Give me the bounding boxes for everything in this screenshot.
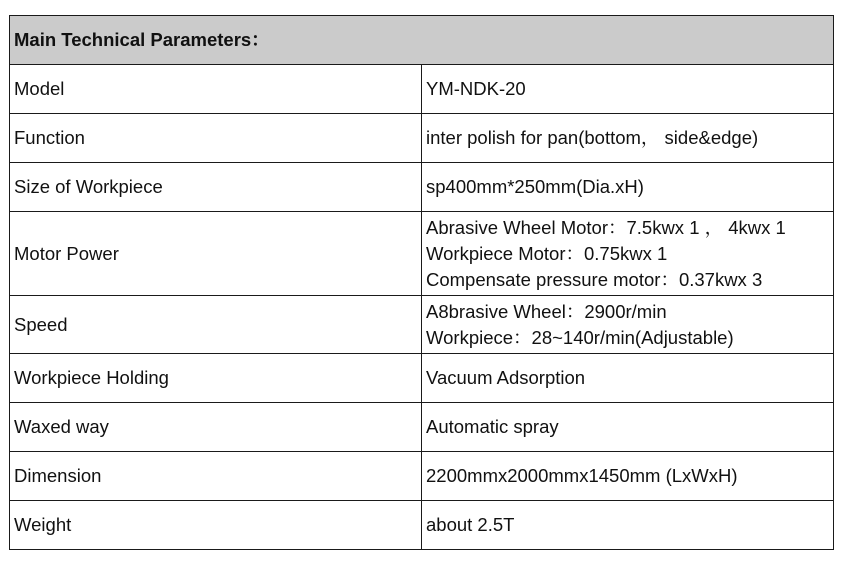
table-title: Main Technical Parameters： [10, 16, 834, 65]
parameter-value [422, 501, 834, 550]
value-line: 2200mmx2000mmx1450mm (LxWxH) [426, 465, 738, 486]
parameter-value [422, 212, 834, 296]
parameter-value [422, 163, 834, 212]
parameter-label: Motor Power [10, 212, 422, 296]
table-row-function [10, 114, 834, 163]
table-row-motor-power [10, 212, 834, 296]
table-row-size-of-workpiece [10, 163, 834, 212]
table-row-weight [10, 501, 834, 550]
value-line: Compensate pressure motor：0.37kwx 3 [426, 268, 763, 290]
value-line: Vacuum Adsorption [426, 367, 586, 388]
parameter-label: Dimension [10, 452, 422, 501]
parameter-value [422, 403, 834, 452]
parameter-label: Model [10, 65, 422, 114]
parameter-label: Function [10, 114, 422, 163]
value-line: Workpiece Motor：0.75kwx 1 [426, 242, 668, 264]
value-line: Abrasive Wheel Motor：7.5kwx 1 ， 4kwx 1 [426, 216, 786, 238]
parameter-label: Waxed way [10, 403, 422, 452]
value-line: YM-NDK-20 [426, 78, 526, 99]
table-row-dimension [10, 452, 834, 501]
value-line: about 2.5T [426, 514, 515, 535]
value-line: inter polish for pan(bottom， side&edge) [426, 127, 759, 148]
technical-parameters-table [9, 15, 834, 550]
parameter-label: Workpiece Holding [10, 354, 422, 403]
table-row-workpiece-holding [10, 354, 834, 403]
parameter-value [422, 452, 834, 501]
table-row-model [10, 65, 834, 114]
parameter-value [422, 114, 834, 163]
parameter-value [422, 354, 834, 403]
table-row-speed [10, 296, 834, 354]
parameter-label: Speed [10, 296, 422, 354]
value-line: Workpiece：28~140r/min(Adjustable) [426, 326, 734, 348]
table-header-row [10, 16, 834, 65]
value-line: Automatic spray [426, 416, 559, 437]
parameter-label: Size of Workpiece [10, 163, 422, 212]
parameter-label: Weight [10, 501, 422, 550]
value-line: sp400mm*250mm(Dia.xH) [426, 176, 644, 197]
value-line: A8brasive Wheel：2900r/min [426, 300, 667, 322]
parameter-value [422, 296, 834, 354]
table-row-waxed-way [10, 403, 834, 452]
parameter-value [422, 65, 834, 114]
